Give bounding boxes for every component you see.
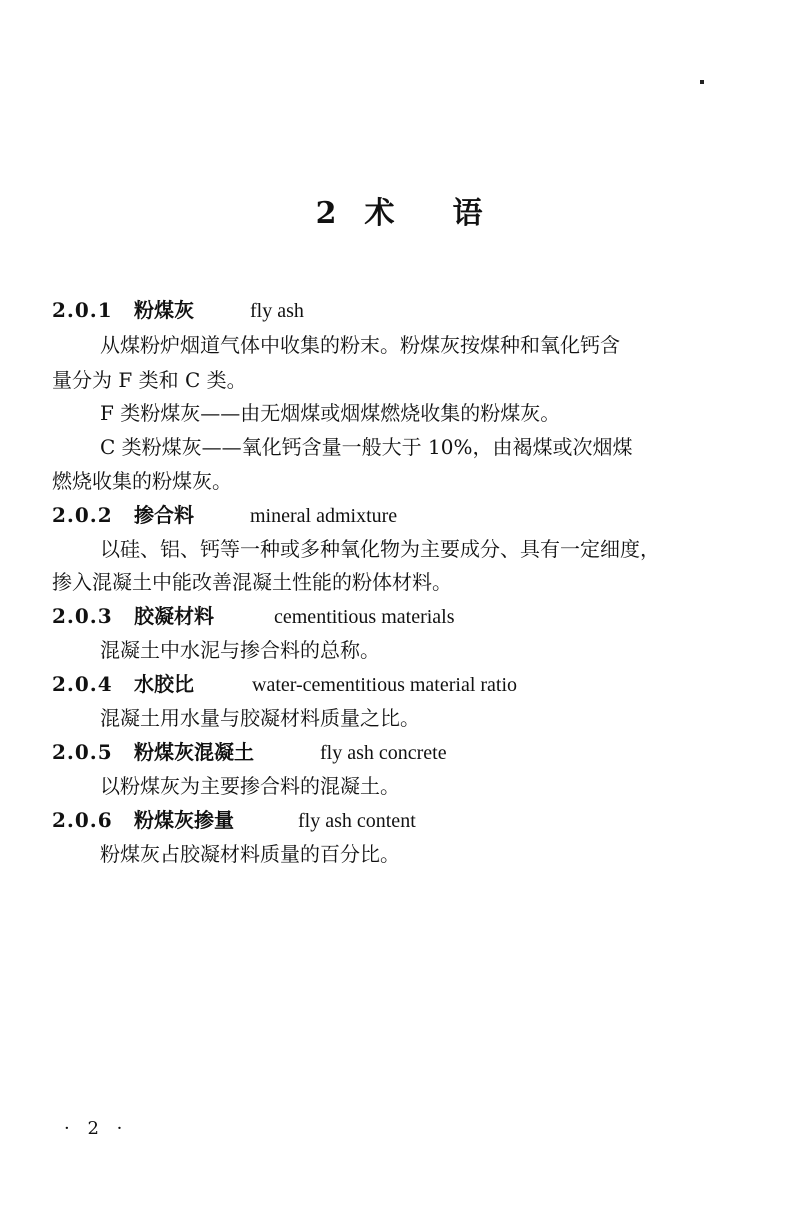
term-heading-2-0-4 bbox=[52, 670, 517, 699]
term-chinese: 水胶比 bbox=[134, 672, 194, 696]
definition-line: 混凝土中水泥与掺合料的总称。 bbox=[100, 638, 380, 662]
term-english: mineral admixture bbox=[250, 505, 398, 527]
chapter-title-char-1: 术 bbox=[364, 196, 397, 231]
definition-line: 混凝土用水量与胶凝材料质量之比。 bbox=[100, 706, 420, 730]
page-number: · 2 · bbox=[64, 1118, 129, 1139]
term-number: 2.0.2 bbox=[52, 503, 113, 527]
definition-line: F 类粉煤灰——由无烟煤或烟煤燃烧收集的粉煤灰。 bbox=[100, 401, 561, 425]
term-heading-2-0-6 bbox=[52, 806, 416, 835]
term-number: 2.0.3 bbox=[52, 604, 113, 628]
definition-line: 燃烧收集的粉煤灰。 bbox=[52, 469, 232, 493]
term-english: fly ash bbox=[250, 300, 304, 322]
term-chinese: 粉煤灰 bbox=[134, 298, 194, 322]
definition-line: 粉煤灰占胶凝材料质量的百分比。 bbox=[100, 842, 400, 866]
definition-line: 以粉煤灰为主要掺合料的混凝土。 bbox=[100, 774, 400, 798]
definition-line: C 类粉煤灰——氧化钙含量一般大于 10%，由褐煤或次烟煤 bbox=[100, 435, 633, 459]
term-chinese: 粉煤灰混凝土 bbox=[134, 740, 254, 764]
chapter-title bbox=[0, 188, 800, 232]
term-english: fly ash concrete bbox=[320, 742, 447, 764]
chapter-number: 2 bbox=[315, 196, 339, 231]
chapter-title-char-2: 语 bbox=[452, 196, 485, 231]
term-chinese: 粉煤灰掺量 bbox=[134, 808, 234, 832]
term-number: 2.0.5 bbox=[52, 740, 113, 764]
definition-line: 以硅、铝、钙等一种或多种氧化物为主要成分、具有一定细度， bbox=[100, 537, 660, 561]
term-chinese: 胶凝材料 bbox=[134, 604, 214, 628]
definition-line: 掺入混凝土中能改善混凝土性能的粉体材料。 bbox=[52, 570, 452, 594]
term-heading-2-0-3 bbox=[52, 602, 455, 631]
term-english: cementitious materials bbox=[274, 606, 455, 628]
scan-dot bbox=[700, 80, 704, 84]
term-english: water-cementitious material ratio bbox=[252, 674, 518, 696]
term-heading-2-0-2 bbox=[52, 501, 397, 530]
term-heading-2-0-1 bbox=[52, 296, 304, 325]
term-number: 2.0.6 bbox=[52, 808, 113, 832]
definition-line: 从煤粉炉烟道气体中收集的粉末。粉煤灰按煤种和氧化钙含 bbox=[100, 333, 620, 357]
term-chinese: 掺合料 bbox=[134, 503, 194, 527]
term-number: 2.0.1 bbox=[52, 298, 113, 322]
definition-line: 量分为 F 类和 C 类。 bbox=[52, 368, 247, 392]
term-english: fly ash content bbox=[298, 810, 416, 832]
term-heading-2-0-5 bbox=[52, 738, 447, 767]
term-number: 2.0.4 bbox=[52, 672, 113, 696]
